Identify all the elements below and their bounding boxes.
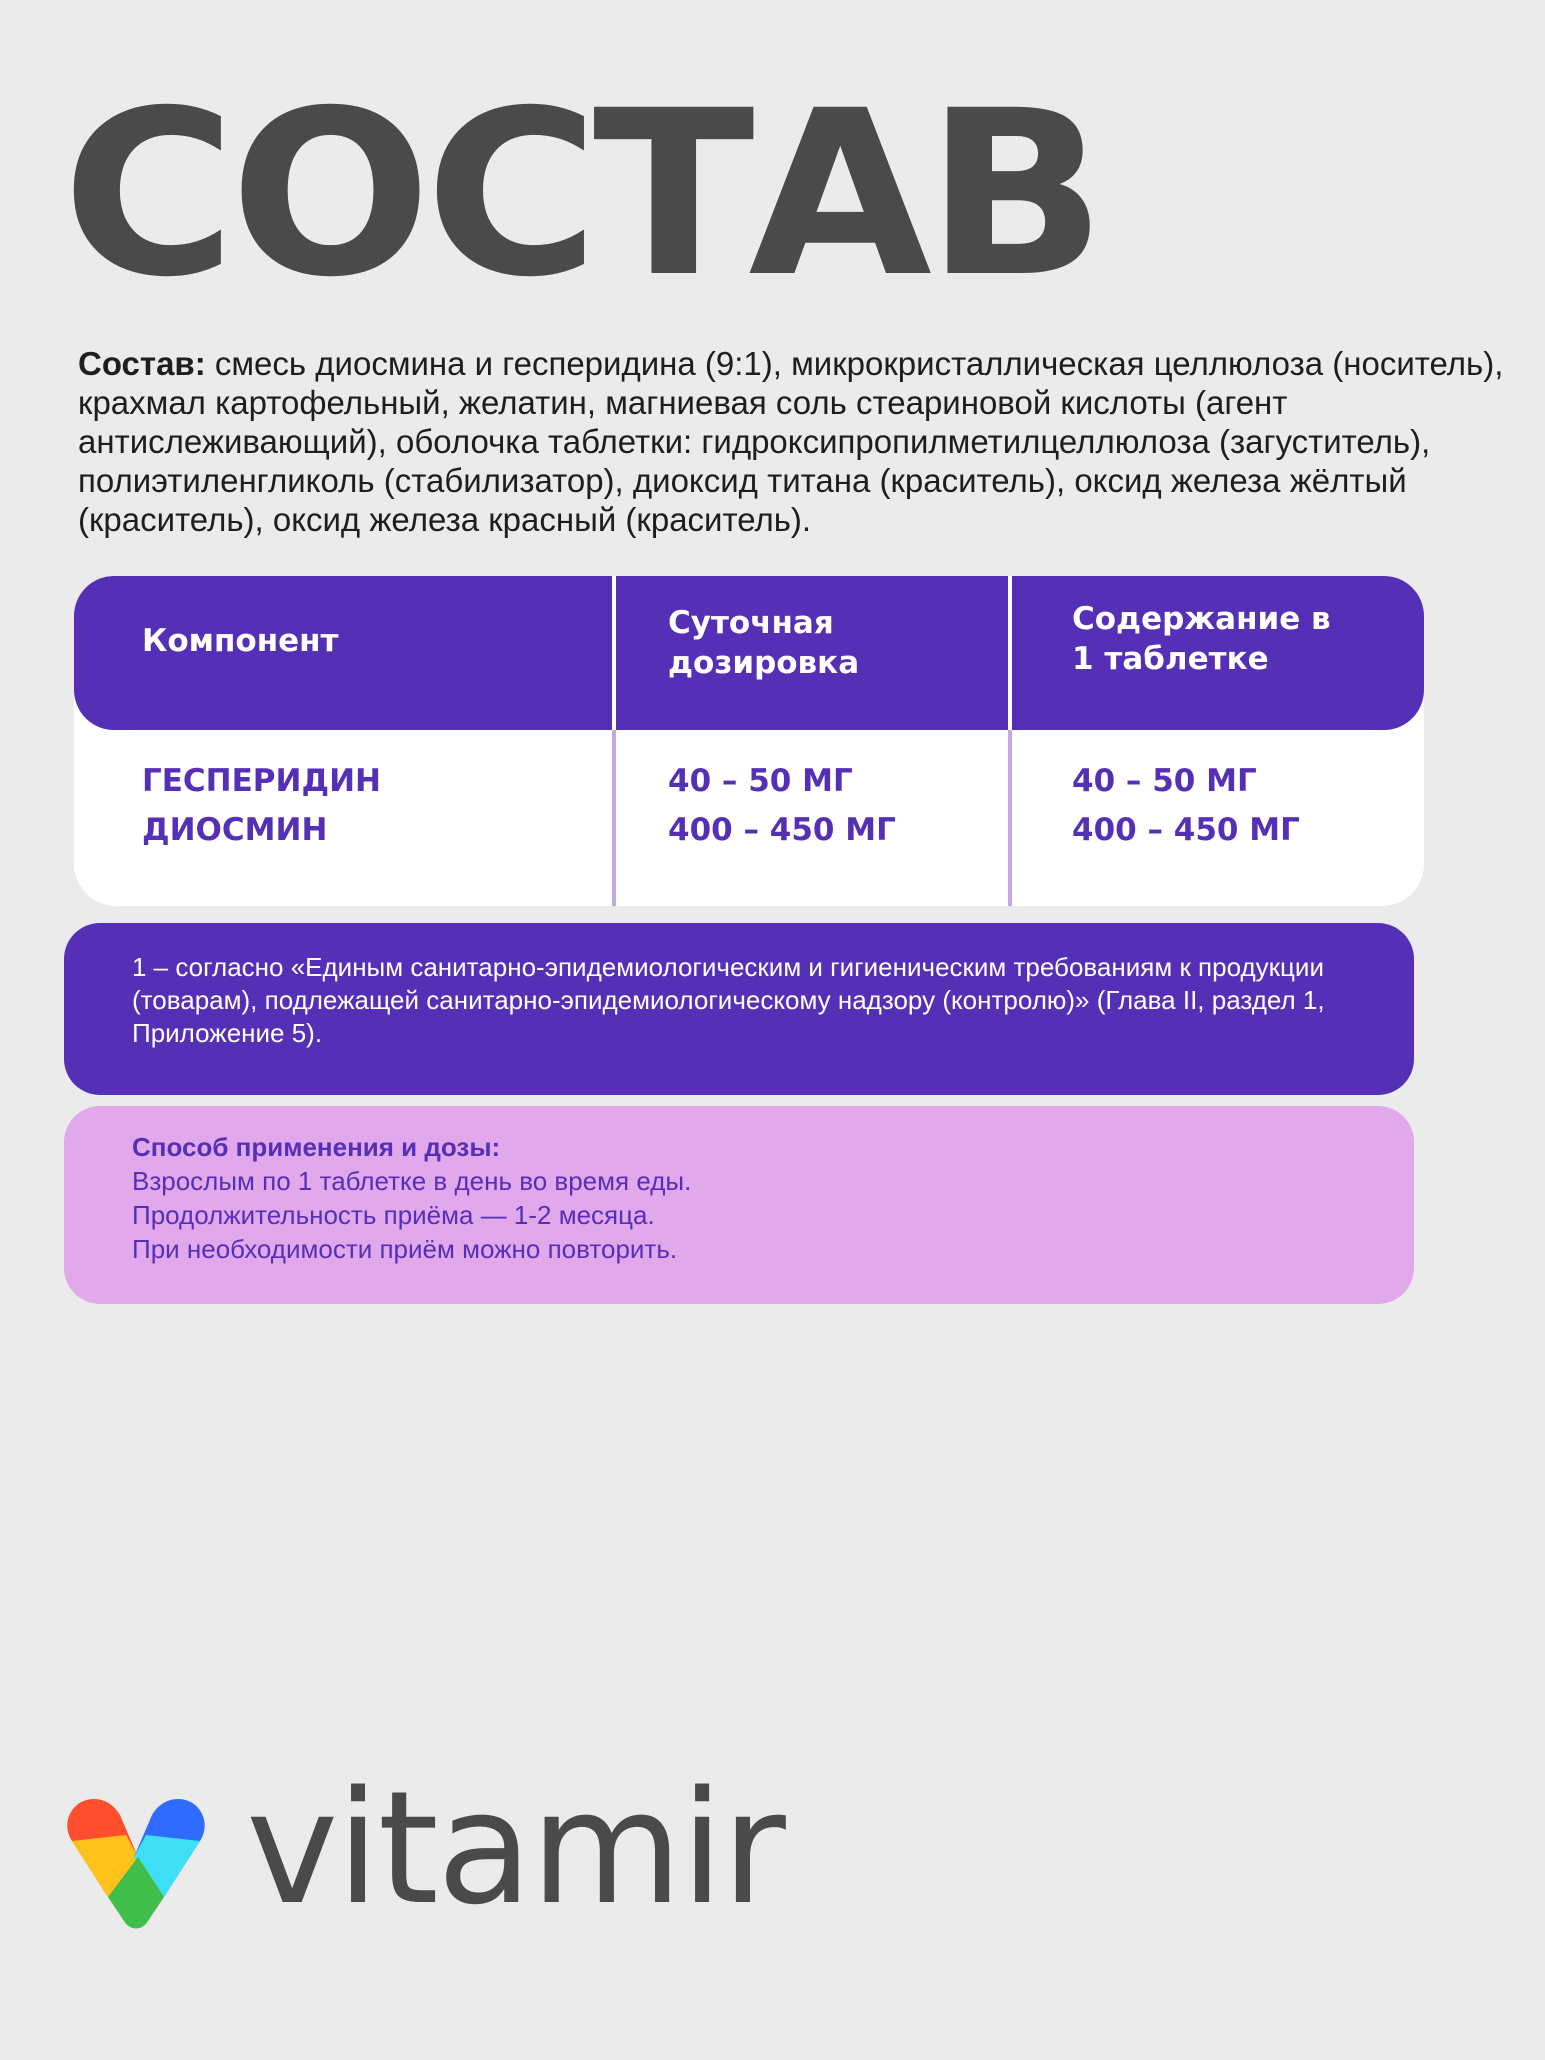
header-divider bbox=[612, 576, 616, 730]
table-cell-component: ДИОСМИН bbox=[142, 812, 328, 848]
table-cell-daily: 40 – 50 МГ bbox=[668, 763, 853, 799]
table-cell-component: ГЕСПЕРИДИН bbox=[142, 763, 381, 799]
ingredients-table bbox=[74, 576, 1424, 906]
table-cell-daily: 400 – 450 МГ bbox=[668, 812, 896, 848]
usage-box bbox=[64, 1106, 1414, 1304]
usage-title: Способ применения и дозы: bbox=[132, 1132, 501, 1162]
v-heart-logo-icon bbox=[60, 1795, 212, 1935]
table-cell-per-tablet: 40 – 50 МГ bbox=[1072, 763, 1257, 799]
page-title: СОСТАВ bbox=[62, 61, 1101, 327]
composition-body: смесь диосмина и гесперидина (9:1), микрокристаллическая целлюлоза (носитель), крахмал картофельный, желатин, магниевая соль стеариновой кислоты (агент антислеживающий), оболочка таблетки: гидроксипропилметилцеллюлоза (загуститель), полиэтиленгликоль (стабилизатор), диоксид титана (краситель), оксид железа жёлтый (краситель), оксид железа красный (краситель). bbox=[78, 345, 1504, 538]
usage-text bbox=[132, 1130, 1382, 1266]
header-daily-dose: Суточная дозировка bbox=[668, 605, 860, 681]
usage-line: Взрослым по 1 таблетке в день во время еды. bbox=[132, 1166, 692, 1196]
composition-label: Состав: bbox=[78, 345, 206, 382]
body-divider bbox=[612, 730, 616, 906]
table-cell-per-tablet: 400 – 450 МГ bbox=[1072, 812, 1300, 848]
footnote-box bbox=[64, 923, 1414, 1095]
usage-line: При необходимости приём можно повторить. bbox=[132, 1234, 678, 1264]
header-per-tablet: Содержание в 1 таблетке bbox=[1072, 601, 1331, 677]
header-component: Компонент bbox=[142, 623, 339, 659]
usage-line: Продолжительность приёма — 1-2 месяца. bbox=[132, 1200, 655, 1230]
body-divider bbox=[1008, 730, 1012, 906]
footnote-text: 1 – согласно «Единым санитарно-эпидемиологическим и гигиеническим требованиям к продукции (товарам), подлежащей санитарно-эпидемиологическому надзору (контролю)» (Глава II, раздел 1, Приложение 5). bbox=[132, 952, 1325, 1048]
composition-text bbox=[78, 344, 1518, 539]
header-divider bbox=[1008, 576, 1012, 730]
brand-name: vitamir bbox=[246, 1757, 784, 1939]
